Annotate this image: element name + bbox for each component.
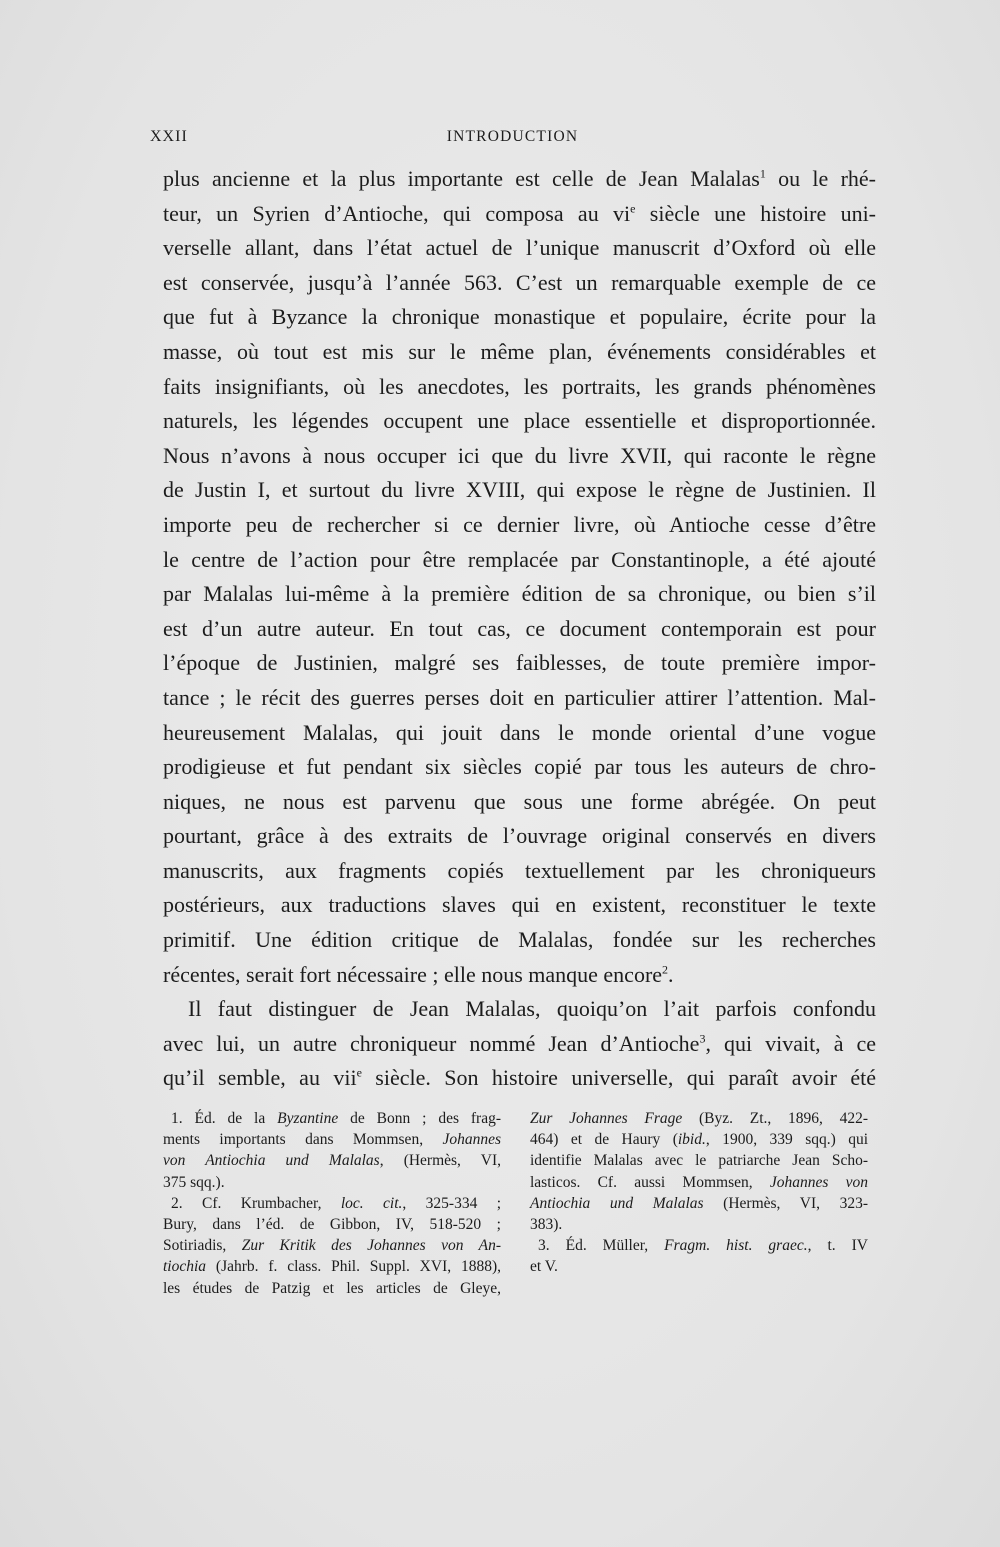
text-line: postérieurs, aux traductions slaves qui en existent, reconstituer le texte (163, 892, 876, 918)
text-line: heureusement Malalas, qui jouit dans le monde oriental d’une vogue (163, 719, 876, 745)
text-line: prodigieuse et fut pendant six siècles copié par tous les auteurs de chro- (163, 754, 876, 780)
footnote-ref: 3 (699, 1031, 706, 1046)
text-line: teur, un Syrien d’Antioche, qui composa au vi$^e$ siècle une histoire uni- (163, 200, 877, 226)
text-line: par Malalas lui-même à la première édition de sa chronique, ou bien s’il (163, 581, 876, 607)
footnote-2-line: Bury, dans l’éd. de Gibbon, IV, 518-520 ; (163, 1216, 501, 1234)
footnotes (163, 1108, 878, 1318)
text-line: pourtant, grâce à des extraits de l’ouvrage original conservés en divers (163, 823, 876, 849)
footnote-2-line: lasticos. Cf. aussi Mommsen, Johannes von (530, 1173, 868, 1191)
text-line: qu’il semble, au vii$^e$ siècle. Son histoire universelle, qui paraît avoir été (163, 1065, 876, 1091)
footnote-ref: 2 (662, 962, 669, 977)
footnote-2-line: les études de Patzig et les articles de Gleye, (163, 1279, 501, 1297)
footnote-2-line: 464) et de Haury (ibid., 1900, 339 sqq.) qui (530, 1131, 868, 1149)
ordinal-sup: e (356, 1066, 362, 1081)
text-line: récentes, serait fort nécessaire ; elle nous manque encore$^2$. (163, 961, 674, 987)
page-number: XXII (150, 128, 188, 145)
text-line: est conservée, jusqu’à l’année 563. C’est un remarquable exemple de ce (163, 269, 876, 295)
footnote-1-line: 1. Éd. de la Byzantine de Bonn ; des frag- (171, 1110, 501, 1127)
running-title: INTRODUCTION (446, 128, 579, 145)
footnote-ref: 1 (759, 166, 766, 181)
footnote-2-line: 2. Cf. Krumbacher, loc. cit., 325-334 ; (171, 1194, 501, 1212)
footnote-3-line: et V. (530, 1258, 558, 1276)
text-line: est d’un autre auteur. En tout cas, ce document contemporain est pour (163, 615, 876, 641)
main-text (163, 162, 876, 1096)
footnote-1-line: ments importants dans Mommsen, Johannes (163, 1131, 501, 1149)
text-line: niques, ne nous est parvenu que sous une forme abrégée. On peut (163, 788, 876, 814)
text-line: importe peu de rechercher si ce dernier livre, où Antioche cesse d’être (163, 511, 876, 537)
text-line: verselle allant, dans l’état actuel de l’unique manuscrit d’Oxford où elle (163, 235, 876, 261)
footnote-2-line: 383). (530, 1216, 563, 1234)
text-line: Il faut distinguer de Jean Malalas, quoiqu’on l’ait parfois confondu (188, 996, 876, 1022)
text-line: de Justin I, et surtout du livre XVIII, qui expose le règne de Justinien. Il (163, 477, 876, 503)
footnotes-right-column (530, 1108, 868, 1278)
ordinal-sup: e (630, 201, 636, 216)
text-line: tance ; le récit des guerres perses doit en particulier attirer l’attention. Mal- (163, 684, 876, 710)
footnote-2-line: Zur Johannes Frage (Byz. Zt., 1896, 422- (530, 1110, 868, 1127)
text-line: avec lui, un autre chroniqueur nommé Jean d’Antioche$^3$, qui vivait, à ce (163, 1030, 877, 1056)
text-line: primitif. Une édition critique de Malalas, fondée sur les recherches (163, 927, 876, 953)
page-header (150, 128, 875, 154)
text-line: Nous n’avons à nous occuper ici que du livre XVII, qui raconte le règne (163, 442, 876, 468)
footnote-2-line: Sotiriadis, Zur Kritik des Johannes von An- (163, 1237, 501, 1255)
footnote-1-line: von Antiochia und Malalas, (Hermès, VI, (163, 1152, 501, 1170)
text-line: plus ancienne et la plus importante est celle de Jean Malalas$^1$ ou le rhé- (163, 166, 877, 191)
text-line: que fut à Byzance la chronique monastique et populaire, écrite pour la (163, 304, 876, 330)
footnote-2-line: tiochia (Jahrb. f. class. Phil. Suppl. XVI, 1888), (163, 1258, 501, 1276)
text-line: naturels, les légendes occupent une place essentielle et disproportionnée. (163, 408, 876, 434)
text-line: manuscrits, aux fragments copiés textuellement par les chroniqueurs (163, 857, 876, 883)
footnotes-left-column (163, 1108, 501, 1299)
footnote-2-line: identifie Malalas avec le patriarche Jean Scho- (530, 1152, 868, 1170)
footnote-3-line: 3. Éd. Müller, Fragm. hist. graec., t. IV (538, 1237, 868, 1255)
footnote-1-line: 375 sqq.). (163, 1173, 225, 1191)
text-line: l’époque de Justinien, malgré ses faiblesses, de toute première impor- (163, 650, 876, 676)
text-line: faits insignifiants, où les anecdotes, les portraits, les grands phénomènes (163, 373, 876, 399)
text-line: le centre de l’action pour être remplacée par Constantinople, a été ajouté (163, 546, 876, 572)
text-line: masse, où tout est mis sur le même plan, événements considérables et (163, 338, 876, 364)
footnote-2-line: Antiochia und Malalas (Hermès, VI, 323- (530, 1194, 869, 1212)
